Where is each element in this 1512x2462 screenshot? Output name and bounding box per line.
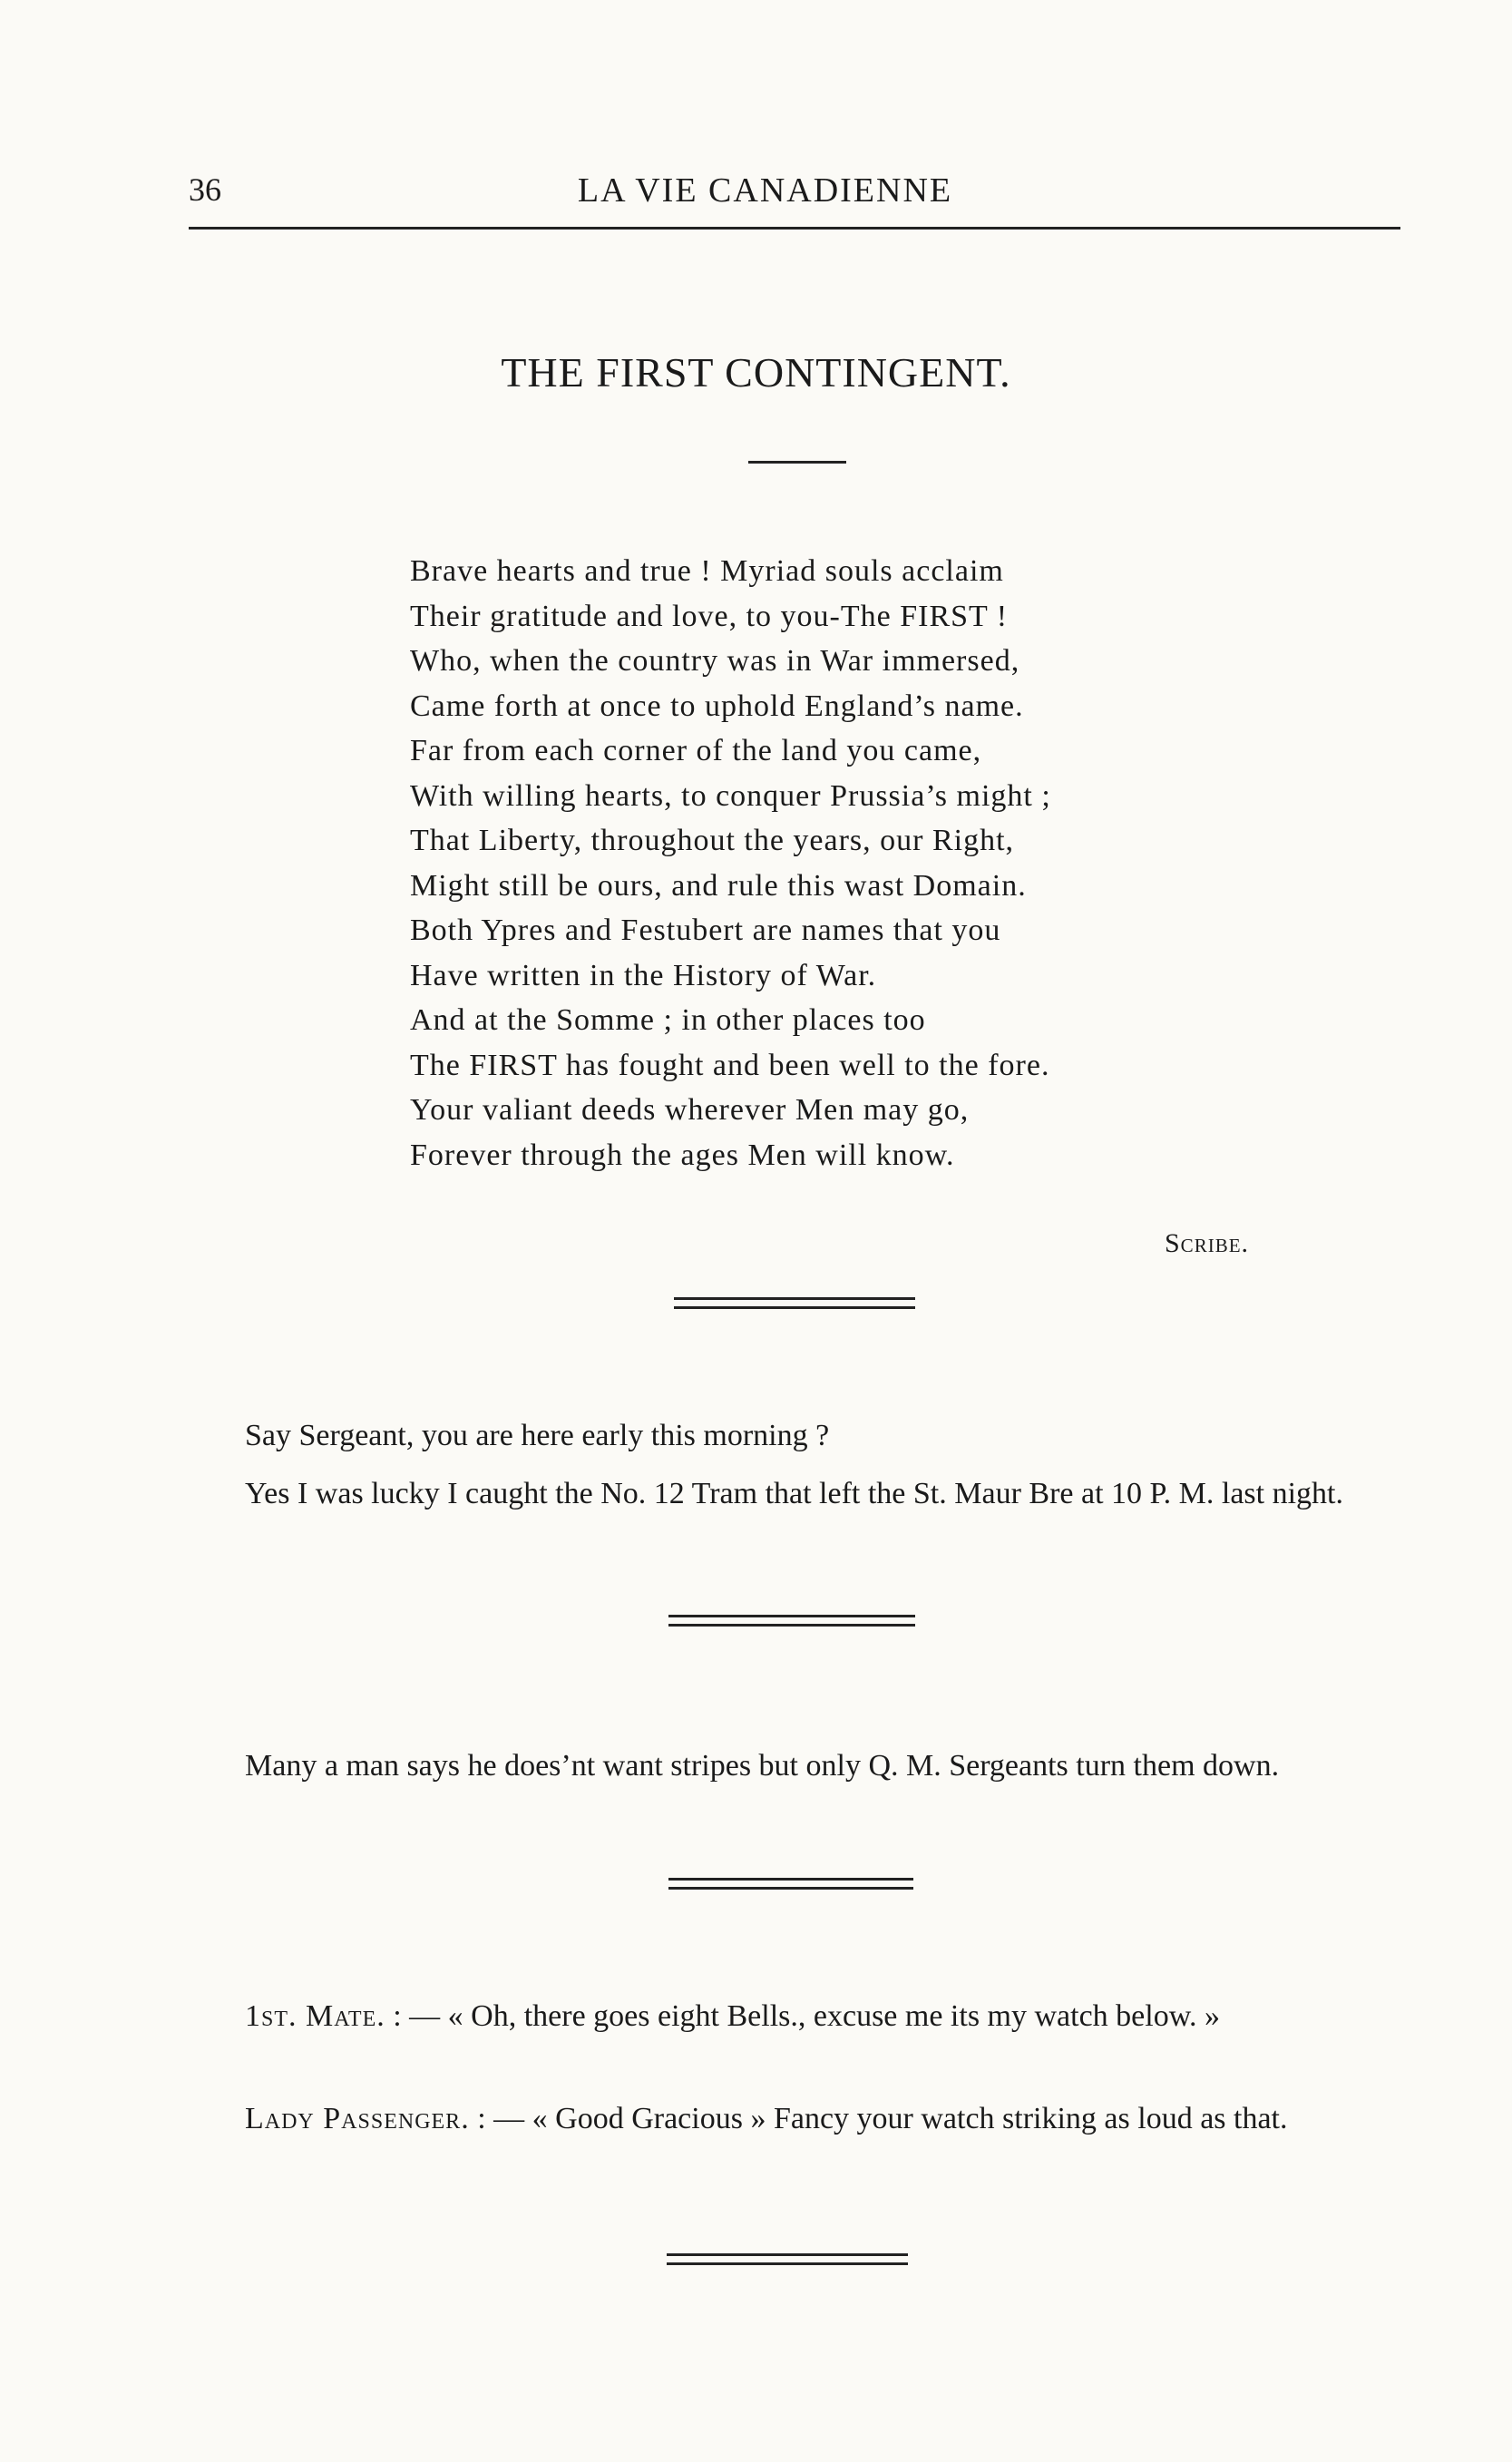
poem-line: Came forth at once to uphold England’s name. <box>410 689 1024 723</box>
poem-line: Your valiant deeds wherever Men may go, <box>410 1093 970 1127</box>
joke-mate-text: : — « Oh, there goes eight Bells., excuse me its my watch below. » <box>385 1999 1221 2033</box>
joke-stripes <box>180 1740 1400 1793</box>
poem-line: The FIRST has fought and been well to the fore. <box>410 1048 1050 1082</box>
page-number: 36 <box>189 171 221 208</box>
poem-line: And at the Somme ; in other places too <box>410 1003 926 1037</box>
poem-body <box>410 549 1051 1177</box>
poem-line: Might still be ours, and rule this wast Domain. <box>410 868 1027 903</box>
poem-line: Brave hearts and true ! Myriad souls acclaim <box>410 554 1004 588</box>
section-divider <box>667 2253 908 2265</box>
speaker-mate: 1st. Mate. <box>245 1999 385 2033</box>
poem-line: Both Ypres and Festubert are names that you <box>410 913 1001 947</box>
section-divider <box>668 1615 915 1627</box>
poem-line: Who, when the country was in War immersed, <box>410 644 1020 678</box>
joke-lady-text: : — « Good Gracious » Fancy your watch striking as loud as that. <box>469 2102 1288 2135</box>
joke-answer <box>180 1468 1400 1520</box>
joke-stripes-text: Many a man says he does’nt want stripes but only Q. M. Sergeants turn them down. <box>245 1749 1280 1783</box>
header-rule <box>189 227 1400 230</box>
section-divider <box>674 1297 915 1309</box>
poem-line: Far from each corner of the land you came, <box>410 734 982 767</box>
poem-line: With willing hearts, to conquer Prussia’s might ; <box>410 778 1051 813</box>
speaker-lady: Lady Passenger. <box>245 2102 470 2135</box>
poem-title: THE FIRST CONTINGENT. <box>501 349 1011 396</box>
section-divider <box>668 1878 913 1890</box>
joke-mate <box>180 1990 1400 2043</box>
poem-line: Have written in the History of War. <box>410 958 877 992</box>
poem-line: Their gratitude and love, to you-The FIRST ! <box>410 599 1009 633</box>
joke-answer-text: Yes I was lucky I caught the No. 12 Tram that left the St. Maur Bre at 10 P. M. last night. <box>245 1477 1344 1510</box>
joke-lady <box>180 2093 1400 2145</box>
joke-question-text: Say Sergeant, you are here early this morning ? <box>245 1419 830 1452</box>
joke-question <box>180 1410 1400 1462</box>
poem-line: Forever through the ages Men will know. <box>410 1138 955 1172</box>
journal-title: LA VIE CANADIENNE <box>577 171 953 210</box>
poem-line: That Liberty, throughout the years, our Right, <box>410 824 1015 857</box>
title-rule <box>748 461 846 464</box>
poem-signature: Scribe. <box>1165 1228 1250 1258</box>
